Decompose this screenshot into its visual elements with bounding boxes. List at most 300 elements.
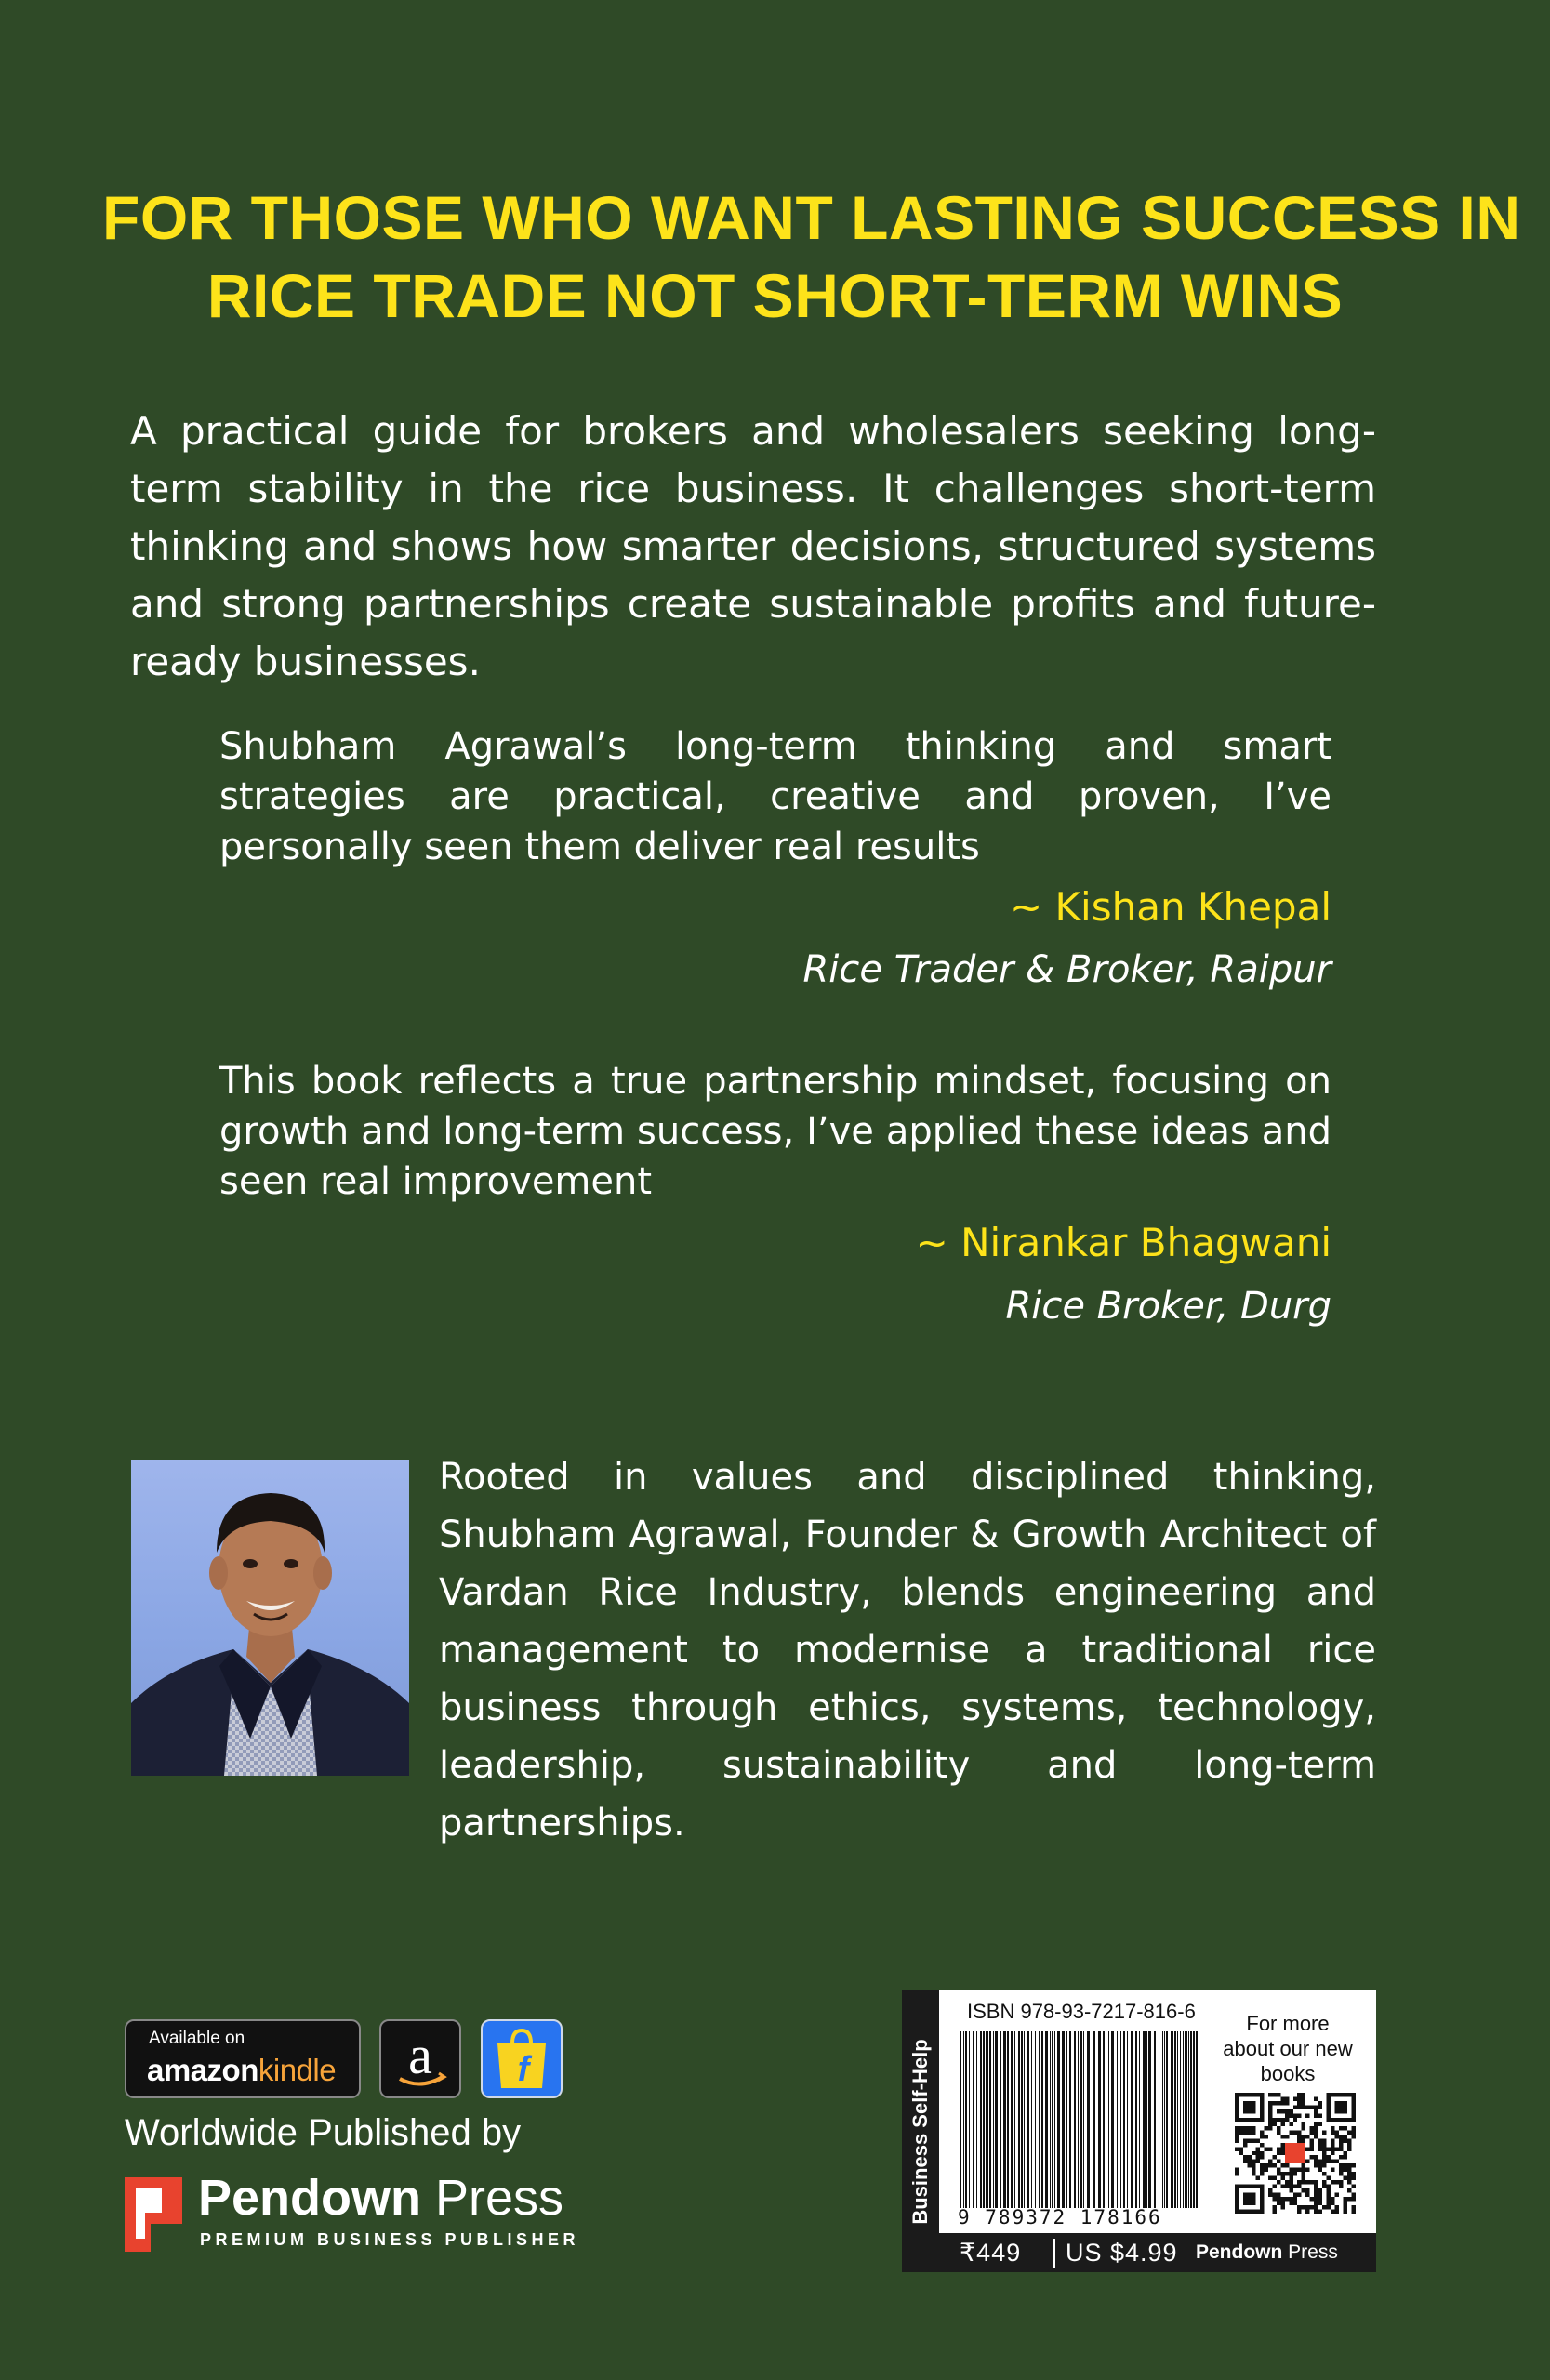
category-strip <box>902 1990 939 2272</box>
qr-module <box>1277 2151 1280 2155</box>
qr-module <box>1277 2193 1280 2197</box>
qr-module <box>1280 2205 1284 2209</box>
qr-module <box>1239 2118 1242 2122</box>
qr-module <box>1339 2138 1343 2142</box>
qr-module <box>1331 2210 1334 2214</box>
qr-module <box>1335 2093 1339 2096</box>
qr-module <box>1268 2118 1272 2122</box>
qr-module <box>1314 2122 1318 2125</box>
barcode-bar <box>983 2031 985 2208</box>
qr-module <box>1310 2143 1314 2147</box>
qr-module <box>1322 2172 1326 2175</box>
qr-module <box>1243 2109 1247 2113</box>
qr-module <box>1243 2126 1247 2130</box>
qr-module <box>1293 2172 1297 2175</box>
qr-module <box>1339 2168 1343 2172</box>
qr-module <box>1235 2126 1239 2130</box>
qr-module <box>1247 2101 1251 2105</box>
flipkart-icon[interactable] <box>481 2019 563 2098</box>
qr-module <box>1277 2168 1280 2172</box>
qr-module <box>1352 2205 1356 2209</box>
qr-module <box>1318 2188 1322 2192</box>
barcode-bar <box>1131 2031 1133 2208</box>
qr-module <box>1247 2105 1251 2109</box>
qr-module <box>1314 2205 1318 2209</box>
qr-module <box>1310 2180 1314 2184</box>
qr-module <box>1255 2093 1259 2096</box>
amazon-a-glyph <box>381 2021 459 2096</box>
qr-module <box>1347 2168 1351 2172</box>
barcode-bar <box>1185 2031 1187 2208</box>
qr-module <box>1252 2197 1255 2201</box>
qr-module <box>1243 2185 1247 2188</box>
qr-module <box>1260 2163 1264 2167</box>
qr-module <box>1335 2135 1339 2138</box>
press-mark-light: Press <box>1282 2241 1338 2263</box>
qr-module <box>1280 2118 1284 2122</box>
qr-module <box>1260 2096 1264 2100</box>
qr-module <box>1314 2135 1318 2138</box>
qr-module <box>1252 2093 1255 2096</box>
qr-module <box>1331 2147 1334 2150</box>
qr-module <box>1255 2147 1259 2150</box>
qr-module <box>1280 2176 1284 2180</box>
qr-module <box>1247 2210 1251 2214</box>
pendown-logo-icon <box>125 2177 199 2252</box>
qr-module <box>1302 2122 1305 2125</box>
barcode-bar <box>989 2031 991 2208</box>
barcode-bar <box>1193 2031 1195 2208</box>
barcode-bar <box>993 2031 994 2208</box>
qr-module <box>1235 2109 1239 2113</box>
qr-module <box>1310 2147 1314 2150</box>
qr-module <box>1302 2163 1305 2167</box>
qr-module <box>1277 2093 1280 2096</box>
barcode-bar <box>1174 2031 1176 2208</box>
qr-module <box>1352 2096 1356 2100</box>
qr-module <box>1344 2135 1347 2138</box>
qr-module <box>1331 2138 1334 2142</box>
barcode-bar <box>980 2031 982 2208</box>
qr-module <box>1260 2202 1264 2205</box>
qr-module <box>1247 2193 1251 2197</box>
flipkart-glyph <box>483 2021 561 2096</box>
barcode-bar <box>1041 2031 1043 2208</box>
qr-module <box>1272 2197 1276 2201</box>
qr-module <box>1310 2130 1314 2134</box>
barcode-bar <box>1021 2031 1023 2208</box>
qr-module <box>1280 2172 1284 2175</box>
qr-module <box>1235 2210 1239 2214</box>
qr-module <box>1293 2105 1297 2109</box>
isbn-number: ISBN 978-93-7217-816-6 <box>967 2000 1196 2023</box>
qr-module <box>1318 2105 1322 2109</box>
qr-module <box>1297 2168 1301 2172</box>
kindle-badge-logo <box>147 2053 336 2088</box>
qr-module <box>1314 2185 1318 2188</box>
barcode-bar <box>1031 2031 1032 2208</box>
qr-module <box>1318 2168 1322 2172</box>
qr-module <box>1264 2163 1267 2167</box>
qr-module <box>1331 2126 1334 2130</box>
qr-module <box>1239 2093 1242 2096</box>
qr-module <box>1322 2143 1326 2147</box>
qr-module <box>1335 2160 1339 2163</box>
author-photo <box>131 1460 409 1776</box>
qr-module <box>1280 2101 1284 2105</box>
qr-module <box>1252 2210 1255 2214</box>
qr-module <box>1305 2135 1309 2138</box>
qr-module <box>1235 2147 1239 2150</box>
qr-module <box>1347 2163 1351 2167</box>
barcode-bar <box>1127 2031 1128 2208</box>
qr-module <box>1318 2202 1322 2205</box>
qr-module <box>1293 2202 1297 2205</box>
qr-module <box>1305 2210 1309 2214</box>
barcode-bar <box>1062 2031 1065 2208</box>
qr-module <box>1235 2202 1239 2205</box>
qr-module <box>1297 2113 1301 2117</box>
barcode-bar <box>1171 2031 1173 2208</box>
qr-module <box>1277 2118 1280 2122</box>
qr-module <box>1272 2118 1276 2122</box>
qr-module <box>1239 2151 1242 2155</box>
barcode-bar <box>1143 2031 1146 2208</box>
qr-module <box>1314 2202 1318 2205</box>
qr-module <box>1339 2101 1343 2105</box>
qr-module <box>1289 2109 1292 2113</box>
qr-module <box>1310 2126 1314 2130</box>
qr-module <box>1322 2151 1326 2155</box>
qr-module <box>1302 2138 1305 2142</box>
qr-module <box>1293 2193 1297 2197</box>
press-mark <box>1196 2241 1338 2264</box>
qr-module <box>1272 2185 1276 2188</box>
qr-module <box>1243 2155 1247 2159</box>
barcode-bar <box>1054 2031 1055 2208</box>
qr-module <box>1327 2193 1331 2197</box>
qr-module <box>1310 2205 1314 2209</box>
testimonial-quote: This book reflects a true partnership mindset, focusing on growth and long-term success, I’ve applied these ideas and seen real improvement <box>219 1060 1331 1203</box>
qr-module <box>1243 2210 1247 2214</box>
barcode-bar <box>1188 2031 1189 2208</box>
qr-module <box>1277 2172 1280 2175</box>
barcode-bar <box>1011 2031 1013 2208</box>
qr-module <box>1297 2210 1301 2214</box>
qr-module <box>1347 2172 1351 2175</box>
qr-module <box>1344 2126 1347 2130</box>
qr-module <box>1285 2185 1289 2188</box>
qr-module <box>1331 2180 1334 2184</box>
qr-module <box>1289 2185 1292 2188</box>
qr-module <box>1255 2185 1259 2188</box>
qr-module <box>1352 2163 1356 2167</box>
qr-module <box>1260 2151 1264 2155</box>
barcode-bar <box>960 2031 961 2208</box>
qr-module <box>1260 2113 1264 2117</box>
qr-module <box>1272 2163 1276 2167</box>
qr-module <box>1344 2197 1347 2201</box>
barcode-bar <box>969 2031 970 2208</box>
qr-module <box>1243 2093 1247 2096</box>
qr-module <box>1235 2096 1239 2100</box>
qr-module <box>1264 2168 1267 2172</box>
qr-module <box>1302 2188 1305 2192</box>
qr-module <box>1247 2197 1251 2201</box>
qr-module <box>1280 2147 1284 2150</box>
qr-module <box>1302 2176 1305 2180</box>
qr-module <box>1327 2188 1331 2192</box>
barcode-digits: 9 789372 178166 <box>958 2206 1162 2228</box>
qr-module <box>1285 2135 1289 2138</box>
barcode-bar <box>1057 2031 1060 2208</box>
qr-module <box>1344 2093 1347 2096</box>
qr-module <box>1352 2185 1356 2188</box>
price-inr: ₹449 <box>960 2239 1022 2267</box>
qr-module <box>1235 2185 1239 2188</box>
qr-module <box>1352 2193 1356 2197</box>
qr-module <box>1255 2118 1259 2122</box>
barcode-bar <box>963 2031 964 2208</box>
qr-module <box>1289 2202 1292 2205</box>
qr-module <box>1285 2109 1289 2113</box>
qr-module <box>1235 2205 1239 2209</box>
amazon-kindle-badge[interactable] <box>125 2019 361 2098</box>
qr-module <box>1344 2163 1347 2167</box>
qr-module <box>1268 2113 1272 2117</box>
qr-module <box>1268 2193 1272 2197</box>
qr-module <box>1235 2188 1239 2192</box>
qr-module <box>1280 2122 1284 2125</box>
qr-module <box>1252 2202 1255 2205</box>
qr-module <box>1247 2163 1251 2167</box>
qr-module <box>1327 2176 1331 2180</box>
qr-module <box>1318 2163 1322 2167</box>
qr-module <box>1252 2126 1255 2130</box>
qr-module <box>1314 2126 1318 2130</box>
barcode-bar <box>1000 2031 1001 2208</box>
qr-module <box>1314 2180 1318 2184</box>
qr-module <box>1297 2130 1301 2134</box>
barcode-bar <box>1066 2031 1067 2208</box>
barcode-bar <box>965 2031 967 2208</box>
qr-module <box>1305 2205 1309 2209</box>
press-mark-bold: Pendown <box>1196 2241 1283 2263</box>
qr-module <box>1252 2185 1255 2188</box>
barcode-bar <box>1045 2031 1048 2208</box>
isbn-barcode-block <box>902 1990 1376 2272</box>
qr-module <box>1305 2147 1309 2150</box>
qr-module <box>1347 2176 1351 2180</box>
barcode-bar <box>1108 2031 1109 2208</box>
qr-module <box>1272 2122 1276 2125</box>
qr-module <box>1247 2093 1251 2096</box>
qr-module <box>1243 2197 1247 2201</box>
qr-module <box>1264 2147 1267 2150</box>
qr-module <box>1235 2168 1239 2172</box>
qr-module <box>1347 2118 1351 2122</box>
qr-module <box>1235 2193 1239 2197</box>
amazon-a-icon[interactable] <box>379 2019 461 2098</box>
qr-module <box>1302 2135 1305 2138</box>
qr-module <box>1318 2122 1322 2125</box>
qr-module <box>1252 2105 1255 2109</box>
barcode-bar <box>1166 2031 1168 2208</box>
qr-module <box>1302 2105 1305 2109</box>
qr-module <box>1327 2105 1331 2109</box>
qr-module <box>1327 2197 1331 2201</box>
qr-module <box>1297 2180 1301 2184</box>
qr-module <box>1331 2197 1334 2201</box>
barcode-bar <box>1074 2031 1076 2208</box>
qr-module <box>1260 2105 1264 2109</box>
qr-module <box>1347 2188 1351 2192</box>
qr-module <box>1272 2176 1276 2180</box>
qr-module <box>1247 2126 1251 2130</box>
qr-module <box>1314 2109 1318 2113</box>
qr-module <box>1285 2096 1289 2100</box>
publisher-name-light: Press <box>421 2170 564 2226</box>
qr-module <box>1293 2096 1297 2100</box>
qr-module <box>1339 2135 1343 2138</box>
qr-module <box>1327 2118 1331 2122</box>
qr-module <box>1280 2143 1284 2147</box>
barcode-bar <box>1148 2031 1151 2208</box>
qr-module <box>1268 2122 1272 2125</box>
qr-module <box>1260 2101 1264 2105</box>
svg-text:a: a <box>408 2025 432 2085</box>
qr-module <box>1268 2126 1272 2130</box>
qr-module <box>1318 2147 1322 2150</box>
qr-module <box>1268 2109 1272 2113</box>
qr-module <box>1344 2168 1347 2172</box>
qr-module <box>1314 2188 1318 2192</box>
barcode-bar <box>1087 2031 1090 2208</box>
qr-module <box>1347 2130 1351 2134</box>
qr-module <box>1302 2180 1305 2184</box>
qr-module <box>1344 2176 1347 2180</box>
qr-module <box>1302 2096 1305 2100</box>
qr-module <box>1339 2185 1343 2188</box>
qr-module <box>1331 2151 1334 2155</box>
qr-module <box>1260 2093 1264 2096</box>
testimonial-author: ~ Nirankar Bhagwani <box>915 1220 1331 1265</box>
qr-module <box>1305 2168 1309 2172</box>
qr-module <box>1247 2138 1251 2142</box>
qr-module <box>1335 2205 1339 2209</box>
qr-module <box>1235 2135 1239 2138</box>
qr-module <box>1247 2155 1251 2159</box>
qr-module <box>1247 2202 1251 2205</box>
qr-module <box>1305 2180 1309 2184</box>
qr-module <box>1318 2138 1322 2142</box>
qr-module <box>1272 2210 1276 2214</box>
qr-module <box>1243 2105 1247 2109</box>
qr-module <box>1305 2188 1309 2192</box>
barcode-bar <box>995 2031 998 2208</box>
qr-module <box>1277 2180 1280 2184</box>
qr-module <box>1260 2109 1264 2113</box>
qr-module <box>1255 2176 1259 2180</box>
qr-module <box>1272 2101 1276 2105</box>
qr-module <box>1310 2155 1314 2159</box>
qr-module <box>1293 2118 1297 2122</box>
qr-module <box>1339 2118 1343 2122</box>
headline-line-2: RICE TRADE NOT SHORT-TERM WINS <box>206 261 1344 330</box>
book-category: Business Self-Help <box>908 2038 932 2225</box>
author-bio: Rooted in values and disciplined thinking, Shubham Agrawal, Founder & Growth Architect of Vardan Rice Industry, blends engineering and management to modernise a traditional rice business through ethics, systems, technology, leadership, sustainability and long-term partnerships. <box>439 1456 1376 1844</box>
qr-module <box>1339 2109 1343 2113</box>
qr-module <box>1339 2093 1343 2096</box>
qr-module <box>1268 2101 1272 2105</box>
qr-module <box>1243 2143 1247 2147</box>
qr-module <box>1289 2172 1292 2175</box>
barcode-bar <box>1177 2031 1178 2208</box>
price-divider <box>1053 2239 1055 2268</box>
qr-module <box>1243 2138 1247 2142</box>
qr-module <box>1335 2118 1339 2122</box>
barcode-bar <box>1039 2031 1040 2208</box>
pendown-logo-mark <box>125 2177 182 2252</box>
qr-module <box>1247 2130 1251 2134</box>
qr-module <box>1322 2155 1326 2159</box>
qr-module <box>1289 2130 1292 2134</box>
qr-module <box>1297 2093 1301 2096</box>
qr-module <box>1322 2147 1326 2150</box>
qr-module <box>1285 2180 1289 2184</box>
qr-module <box>1331 2143 1334 2147</box>
svg-text:f: f <box>517 2050 530 2089</box>
barcode-bar <box>1069 2031 1071 2208</box>
published-by-label: Worldwide Published by <box>125 2112 522 2153</box>
qr-module <box>1252 2160 1255 2163</box>
qr-module <box>1239 2147 1242 2150</box>
barcode-bar <box>1024 2031 1025 2208</box>
qr-module <box>1352 2176 1356 2180</box>
barcode-bar <box>1146 2031 1147 2208</box>
qr-module <box>1318 2193 1322 2197</box>
qr-module <box>1252 2101 1255 2105</box>
barcode-bar <box>1139 2031 1140 2208</box>
barcode-bar <box>1052 2031 1053 2208</box>
testimonial-quote: Shubham Agrawal’s long-term thinking and smart strategies are practical, creative and proven, I’ve personally seen them deliver real results <box>219 725 1331 868</box>
qr-module <box>1289 2176 1292 2180</box>
qr-module <box>1347 2138 1351 2142</box>
qr-module <box>1280 2163 1284 2167</box>
barcode-bar <box>976 2031 977 2208</box>
qr-module <box>1297 2096 1301 2100</box>
qr-module <box>1327 2096 1331 2100</box>
qr-module <box>1280 2197 1284 2201</box>
qr-module <box>1331 2168 1334 2172</box>
price-us: US $4.99 <box>1066 2239 1178 2267</box>
qr-module <box>1235 2118 1239 2122</box>
qr-module <box>1352 2197 1356 2201</box>
qr-module <box>1272 2205 1276 2209</box>
qr-module <box>1280 2109 1284 2113</box>
qr-code-icon[interactable] <box>1235 2093 1356 2214</box>
qr-module <box>1264 2126 1267 2130</box>
barcode-bar <box>986 2031 988 2208</box>
barcode-bar <box>1078 2031 1079 2208</box>
qr-module <box>1327 2205 1331 2209</box>
qr-module <box>1318 2160 1322 2163</box>
qr-module <box>1239 2126 1242 2130</box>
qr-module <box>1260 2130 1264 2134</box>
qr-module <box>1339 2180 1343 2184</box>
qr-module <box>1322 2138 1326 2142</box>
qr-module <box>1335 2105 1339 2109</box>
